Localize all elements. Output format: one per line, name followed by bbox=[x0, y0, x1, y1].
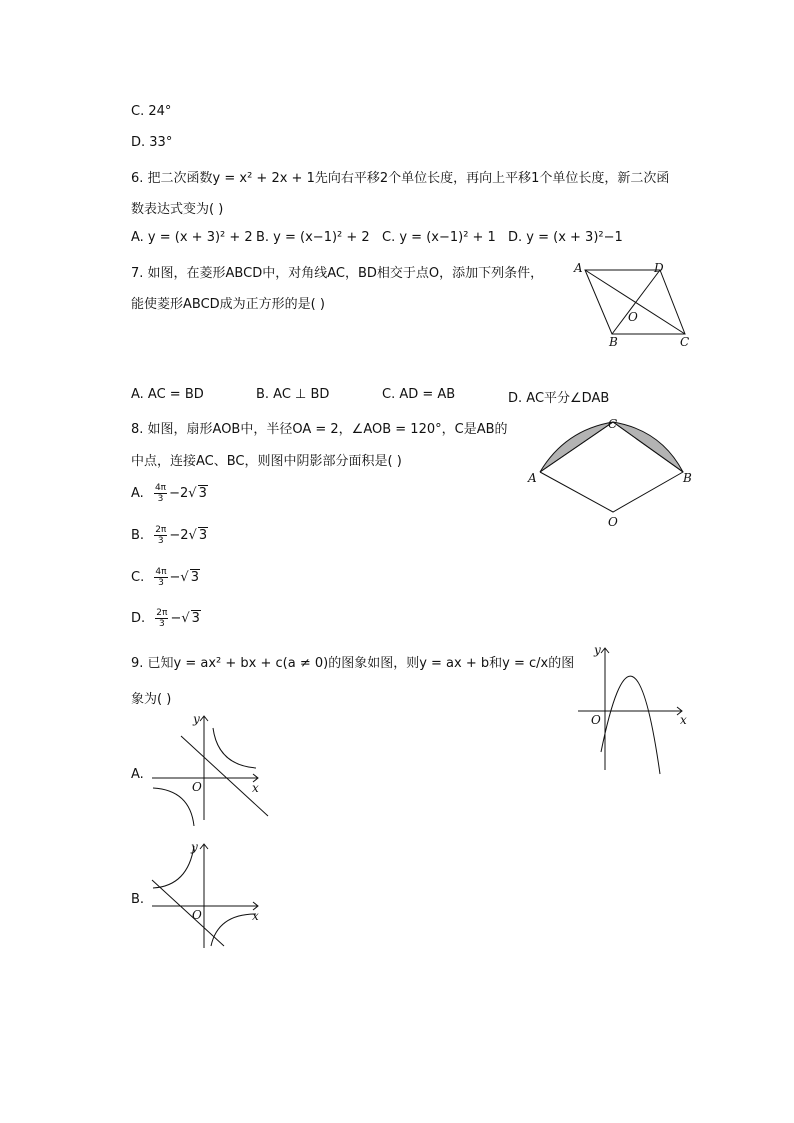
q7-stem-line2: 能使菱形ABCD成为正方形的是( ) bbox=[131, 297, 325, 312]
label-x: x bbox=[252, 909, 259, 923]
option-letter: A. bbox=[131, 486, 144, 501]
fraction-denominator: 3 bbox=[157, 536, 164, 546]
label-x: x bbox=[252, 781, 259, 795]
fraction-denominator: 3 bbox=[159, 619, 165, 629]
q9-parabola-figure bbox=[572, 640, 697, 775]
q5-option-c: C. 24° bbox=[131, 104, 172, 119]
label-a: A bbox=[528, 471, 537, 485]
option-letter: B. bbox=[131, 528, 145, 543]
q9-option-b-graph bbox=[148, 838, 273, 958]
q6-option-a: A. y = (x + 3)² + 2 bbox=[131, 230, 253, 245]
q9-option-a-label: A. bbox=[131, 767, 144, 782]
q6-stem-line1: 6. 把二次函数y = x² + 2x + 1先向右平移2个单位长度，再向上平移1个单位长度，新二次函 bbox=[131, 171, 670, 186]
q9-stem-line2: 象为( ) bbox=[131, 692, 172, 707]
option-letter: C. bbox=[131, 570, 145, 585]
label-y: y bbox=[594, 643, 601, 657]
q6-stem-line2: 数表达式变为( ) bbox=[131, 202, 224, 217]
option-rest: −2 bbox=[169, 486, 189, 501]
label-c: C bbox=[608, 417, 618, 431]
label-x: x bbox=[680, 713, 687, 727]
radicand: 3 bbox=[198, 486, 207, 501]
linear-graph bbox=[152, 880, 224, 946]
sqrt-icon: √ bbox=[188, 486, 197, 501]
label-o: O bbox=[192, 780, 202, 794]
radicand: 3 bbox=[191, 611, 200, 626]
q8-option-a bbox=[131, 483, 208, 504]
q9-option-b-label: B. bbox=[131, 892, 145, 907]
q7-option-d: D. AC平分∠DAB bbox=[508, 391, 610, 406]
q7-rhombus-figure bbox=[565, 258, 705, 350]
sqrt-icon: √ bbox=[180, 570, 189, 585]
label-a: A bbox=[574, 261, 583, 275]
radicand: 3 bbox=[198, 528, 208, 543]
q9-stem-line1: 9. 已知y = ax² + bx + c(a ≠ 0)的图象如图，则y = ax + b和y = c/x的图 bbox=[131, 656, 575, 671]
hyperbola-branch-1 bbox=[213, 728, 256, 768]
radicand: 3 bbox=[190, 570, 199, 585]
q6-option-b: B. y = (x−1)² + 2 bbox=[256, 230, 370, 245]
label-b: B bbox=[683, 471, 692, 485]
fraction-numerator: 2π bbox=[156, 608, 168, 618]
fraction-numerator: 4π bbox=[154, 483, 167, 493]
hyperbola-branch-2 bbox=[153, 788, 194, 826]
q8-stem-line1: 8. 如图，扇形AOB中，半径OA = 2，∠AOB = 120°，C是AB的 bbox=[131, 422, 508, 437]
fraction-numerator: 2π bbox=[155, 525, 167, 535]
label-o: O bbox=[192, 908, 202, 922]
q8-option-d bbox=[131, 608, 201, 629]
hyperbola-branch-2 bbox=[211, 914, 256, 946]
q7-stem-line1: 7. 如图，在菱形ABCD中，对角线AC，BD相交于点O，添加下列条件， bbox=[131, 266, 544, 281]
fraction-numerator: 4π bbox=[155, 567, 167, 577]
fraction-denominator: 3 bbox=[158, 578, 164, 588]
hyperbola-branch-1 bbox=[153, 846, 194, 888]
option-rest: − bbox=[169, 570, 181, 585]
label-d: D bbox=[654, 261, 664, 275]
label-o: O bbox=[628, 310, 638, 324]
q5-option-d: D. 33° bbox=[131, 135, 173, 150]
label-c: C bbox=[680, 335, 690, 349]
label-o: O bbox=[608, 515, 618, 529]
q8-stem-line2: 中点，连接AC、BC，则图中阴影部分面积是( ) bbox=[131, 454, 402, 469]
label-y: y bbox=[193, 712, 200, 726]
fraction-denominator: 3 bbox=[157, 494, 164, 504]
q8-option-c bbox=[131, 567, 200, 588]
q8-option-b bbox=[131, 525, 208, 546]
q8-sector-figure bbox=[520, 412, 700, 532]
q7-option-c: C. AD = AB bbox=[382, 387, 456, 402]
option-rest: −2 bbox=[169, 528, 189, 543]
q6-option-d: D. y = (x + 3)²−1 bbox=[508, 230, 623, 245]
label-y: y bbox=[191, 840, 198, 854]
sector-chords-radii bbox=[540, 422, 683, 512]
parabola-curve bbox=[601, 676, 660, 774]
label-o: O bbox=[591, 713, 601, 727]
diagonal-ac bbox=[585, 270, 685, 334]
sqrt-icon: √ bbox=[188, 528, 197, 543]
q7-option-a: A. AC = BD bbox=[131, 387, 204, 402]
option-letter: D. bbox=[131, 611, 146, 626]
q9-option-a-graph bbox=[148, 710, 273, 830]
q7-option-b: B. AC ⊥ BD bbox=[256, 387, 330, 402]
sqrt-icon: √ bbox=[181, 611, 190, 626]
q6-option-c: C. y = (x−1)² + 1 bbox=[382, 230, 496, 245]
diagonal-bd bbox=[612, 270, 660, 334]
label-b: B bbox=[609, 335, 618, 349]
option-rest: − bbox=[170, 611, 182, 626]
